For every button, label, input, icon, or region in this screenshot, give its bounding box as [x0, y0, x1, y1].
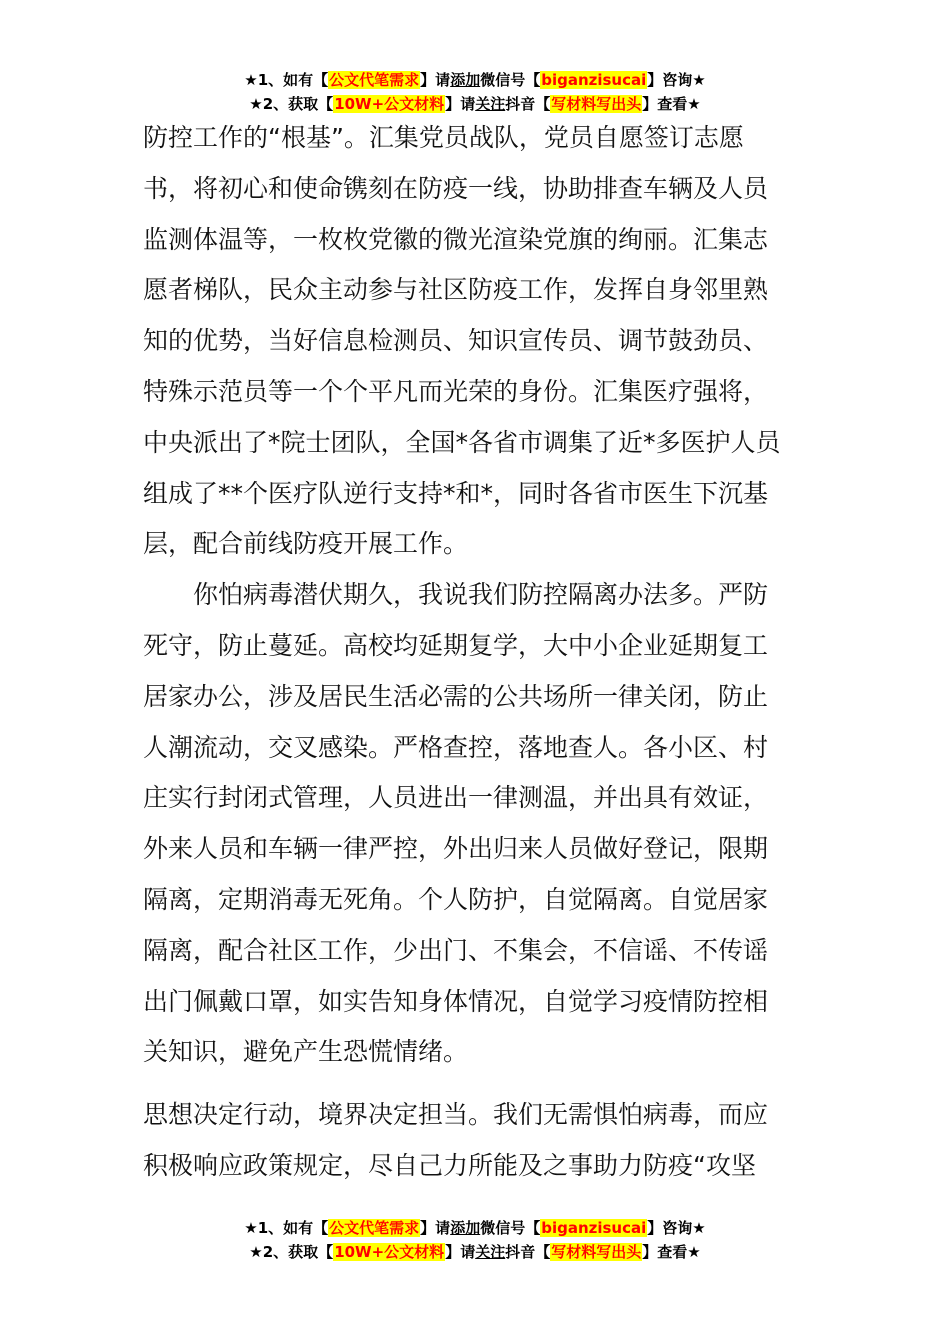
- text-line: 居家办公，涉及居民生活必需的公共场所一律关闭，防止: [143, 681, 769, 711]
- text-line: 层，配合前线防疫开展工作。: [143, 529, 469, 559]
- text-line: 死守，防止蔓延。高校均延期复学，大中小企业延期复工: [143, 630, 769, 660]
- highlight-materials: 10W+公文材料: [334, 1243, 445, 1261]
- text-line: 思想决定行动，境界决定担当。我们无需惧怕病毒，而应: [143, 1100, 769, 1130]
- text-line: 外来人员和车辆一律严控，外出归来人员做好登记，限期: [143, 834, 769, 864]
- text-line: 特殊示范员等一个个平凡而光荣的身份。汇集医疗强将，: [143, 376, 769, 406]
- header-banner: [0, 68, 950, 116]
- highlight-ghostwriting: 公文代笔需求: [329, 1219, 420, 1237]
- highlight-douyin: 写材料写出头: [551, 95, 642, 113]
- text-line: 书，将初心和使命镌刻在防疫一线，协助排查车辆及人员: [143, 173, 769, 203]
- text-line: 监测体温等，一枚枚党徽的微光渲染党旗的绚丽。汇集志: [143, 224, 769, 254]
- banner-line-1: ★1、如有【公文代笔需求】请添加微信号【biganzisucai】咨询★: [244, 1219, 706, 1237]
- text-line: 你怕病毒潜伏期久，我说我们防控隔离办法多。严防: [193, 580, 769, 610]
- paragraph-1: [143, 113, 813, 570]
- banner-line-1: ★1、如有【公文代笔需求】请添加微信号【biganzisucai】咨询★: [244, 71, 706, 89]
- text-line: 人潮流动，交叉感染。严格查控，落地查人。各小区、村: [143, 732, 769, 762]
- text-line: 隔离，定期消毒无死角。个人防护，自觉隔离。自觉居家: [143, 884, 769, 914]
- document-body: [143, 113, 813, 1192]
- text-line: 中央派出了*院士团队，全国*各省市调集了近*多医护人员: [143, 427, 781, 457]
- highlight-materials: 10W+公文材料: [334, 95, 445, 113]
- footer-banner: [0, 1216, 950, 1264]
- text-line: 积极响应政策规定，尽自己力所能及之事助力防疫“攻坚: [143, 1150, 756, 1180]
- text-line: 组成了**个医疗队逆行支持*和*，同时各省市医生下沉基: [143, 478, 769, 508]
- highlight-wechat-id: biganzisucai: [541, 71, 647, 89]
- text-line: 出门佩戴口罩，如实告知身体情况，自觉学习疫情防控相: [143, 986, 769, 1016]
- highlight-douyin: 写材料写出头: [551, 1243, 642, 1261]
- highlight-ghostwriting: 公文代笔需求: [329, 71, 420, 89]
- text-line: 庄实行封闭式管理，人员进出一律测温，并出具有效证，: [143, 783, 769, 813]
- paragraph-3: [143, 1090, 813, 1192]
- banner-line-2: ★2、获取【10W+公文材料】请关注抖音【写材料写出头】查看★: [249, 1243, 701, 1261]
- text-line: 防控工作的“根基”。汇集党员战队，党员自愿签订志愿: [143, 123, 744, 152]
- text-line: 知的优势，当好信息检测员、知识宣传员、调节鼓劲员、: [143, 326, 769, 356]
- text-line: 愿者梯队，民众主动参与社区防疫工作，发挥自身邻里熟: [143, 275, 769, 305]
- text-line: 关知识，避免产生恐慌情绪。: [143, 1037, 469, 1067]
- highlight-wechat-id: biganzisucai: [541, 1219, 647, 1237]
- paragraph-2: [143, 570, 813, 1078]
- text-line: 隔离，配合社区工作，少出门、不集会，不信谣、不传谣: [143, 935, 769, 965]
- banner-line-2: ★2、获取【10W+公文材料】请关注抖音【写材料写出头】查看★: [249, 95, 701, 113]
